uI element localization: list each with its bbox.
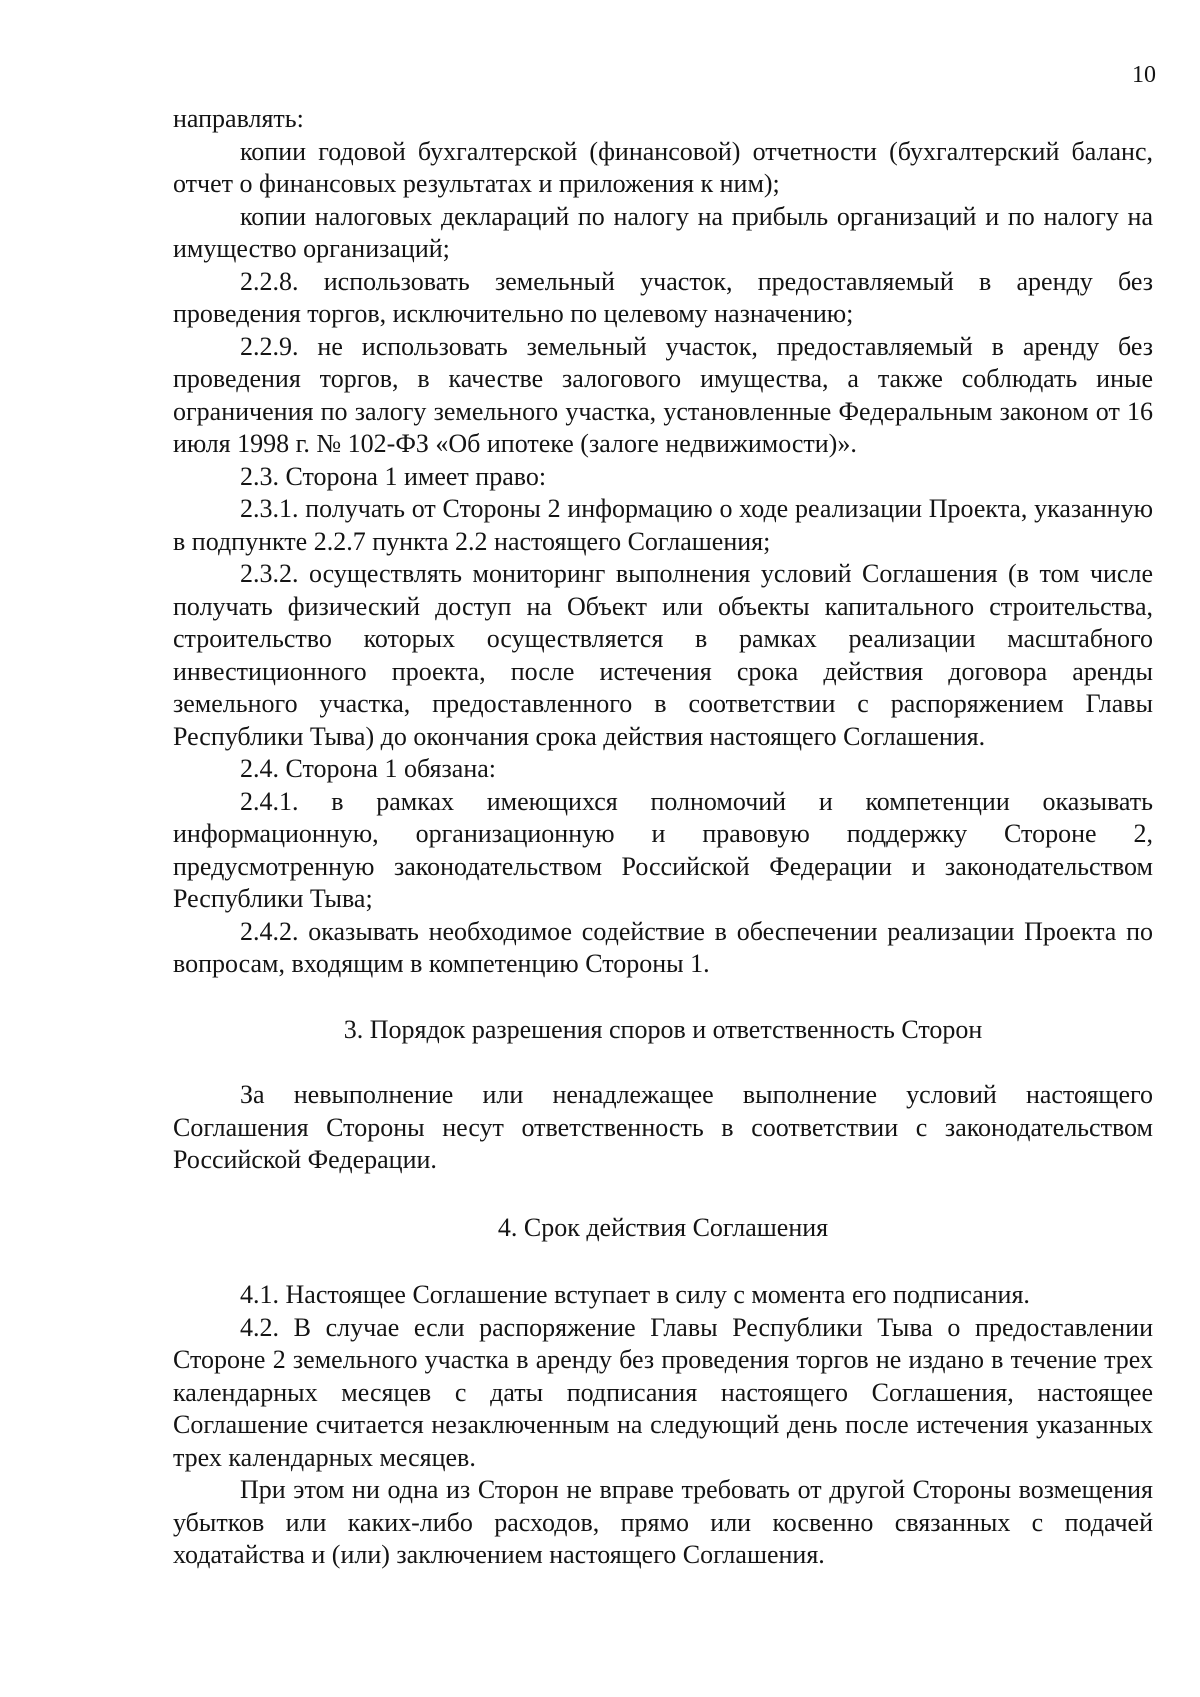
clause-4-2: 4.2. В случае если распоряжение Главы Республики Тыва о предоставлении Стороне 2 земельного участка в аренду без проведения торгов не издано в течение трех календарных месяцев с даты подписания настоящего Соглашения, настоящее Соглашение считается незаключенным на следующий день после истечения указанных трех календарных месяцев. (173, 1312, 1153, 1472)
clause-2-4: 2.4. Сторона 1 обязана: (240, 754, 497, 783)
page-number: 10 (1132, 62, 1156, 88)
clause-2-2-9: 2.2.9. не использовать земельный участок, предоставляемый в аренду без проведения торгов, в качестве залогового имущества, а также соблюдать иные ограничения по залогу земельного участка, установленные Федеральным законом от 16 июля 1998 г. № 102-ФЗ «Об ипотеке (залоге недвижимости)». (173, 331, 1153, 458)
clause-2-3: 2.3. Сторона 1 имеет право: (240, 461, 547, 491)
clause-2-3-1: 2.3.1. получать от Стороны 2 информацию о ходе реализации Проекта, указанную в подпункте 2.2.7 пункта 2.2 настоящего Соглашения; (173, 494, 1153, 556)
paragraph-no-compensation: При этом ни одна из Сторон не вправе требовать от другой Стороны возмещения убытков или каких-либо расходов, прямо или косвенно связанных с подачей ходатайства и (или) заключением настоящего Соглашения. (173, 1475, 1153, 1569)
section-3-paragraph: За невыполнение или ненадлежащее выполнение условий настоящего Соглашения Стороны несут ответственность в соответствии с законодательством Российской Федерации. (173, 1080, 1153, 1174)
section-4-heading: 4. Срок действия Соглашения (497, 1212, 829, 1242)
clause-2-4-1: 2.4.1. в рамках имеющихся полномочий и компетенции оказывать информационную, организационную и правовую поддержку Стороне 2, предусмотренную законодательством Российской Федерации и законодательством Республики Тыва; (173, 786, 1153, 913)
document-body (173, 103, 1153, 1572)
paragraph-financial-reports: копии годовой бухгалтерской (финансовой) отчетности (бухгалтерский баланс, отчет о финансовых результатах и приложения к ним); (173, 136, 1153, 198)
clause-2-3-2: 2.3.2. осуществлять мониторинг выполнения условий Соглашения (в том числе получать физический доступ на Объект или объекты капитального строительства, строительство которых осуществляется в рамках реализации масштабного инвестиционного проекта, после истечения срока действия договора аренды земельного участка, предоставленного в соответствии с распоряжением Главы Республики Тыва) до окончания срока действия настоящего Соглашения. (173, 559, 1153, 751)
section-3-heading: 3. Порядок разрешения споров и ответственность Сторон (343, 1014, 983, 1044)
paragraph-intro: направлять: (173, 104, 304, 133)
clause-2-2-8: 2.2.8. использовать земельный участок, предоставляемый в аренду без проведения торгов, исключительно по целевому назначению; (173, 266, 1153, 328)
clause-2-4-2: 2.4.2. оказывать необходимое содействие в обеспечении реализации Проекта по вопросам, входящим в компетенцию Стороны 1. (173, 916, 1153, 978)
paragraph-tax-declarations: копии налоговых деклараций по налогу на прибыль организаций и по налогу на имущество организаций; (173, 201, 1153, 263)
clause-4-1: 4.1. Настоящее Соглашение вступает в силу с момента его подписания. (240, 1280, 1030, 1309)
